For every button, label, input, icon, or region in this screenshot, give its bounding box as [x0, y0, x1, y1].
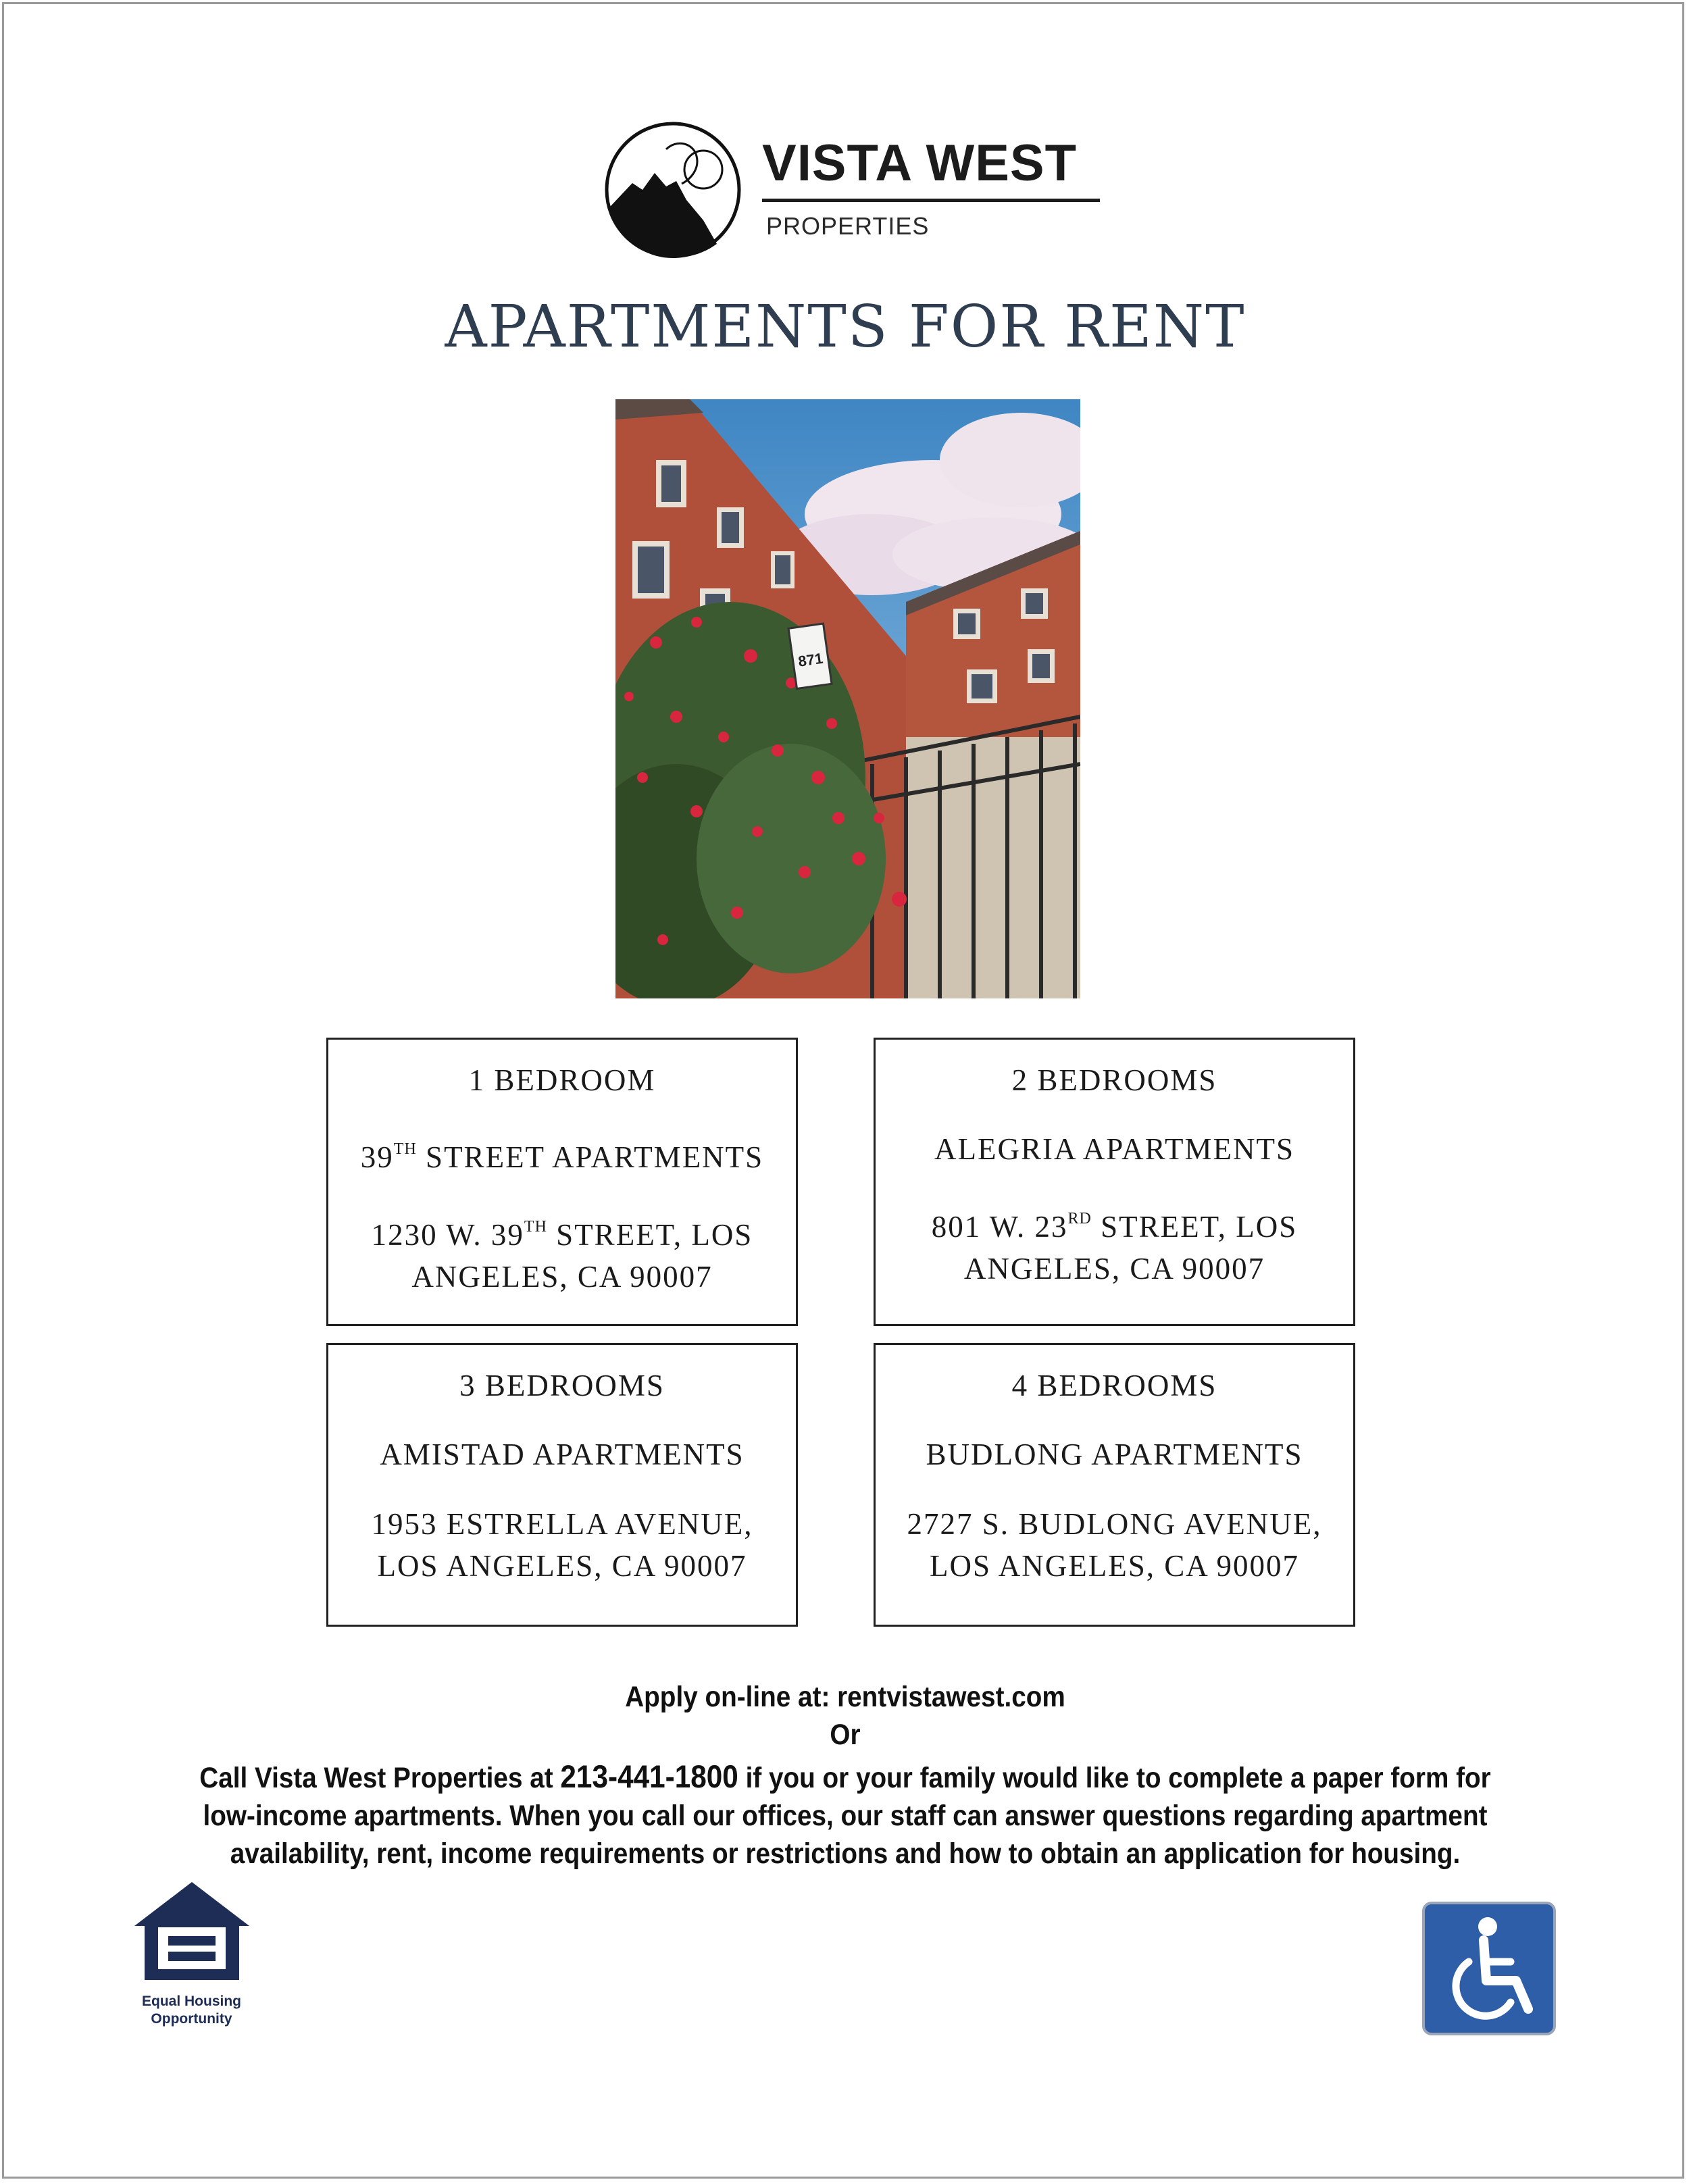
equal-housing-badge	[126, 1879, 257, 2034]
contact-info	[180, 1678, 1511, 1873]
listing-card-3-bedrooms	[326, 1343, 798, 1627]
apply-online-text: Apply on-line at: rentvistawest.com	[625, 1681, 1065, 1713]
listing-address: 801 W. 23RD STREET, LOS ANGELES, CA 90007	[931, 1210, 1298, 1286]
wheelchair-accessible-icon	[1421, 1901, 1557, 2036]
listing-address: 1953 ESTRELLA AVENUE, LOS ANGELES, CA 90007	[371, 1507, 753, 1583]
listing-name: ALEGRIA APARTMENTS	[934, 1132, 1294, 1166]
listing-card-1-bedroom	[326, 1038, 798, 1326]
equal-housing-icon	[131, 1879, 253, 1987]
listing-name: 39TH STREET APARTMENTS	[360, 1140, 764, 1174]
or-text: Or	[830, 1719, 861, 1751]
listing-bedrooms: 1 BEDROOM	[468, 1063, 656, 1097]
call-instructions: Call Vista West Properties at 213-441-1800 if you or your family would like to complete a paper form for low-income apartments. When you call our offices, our staff can answer questions regarding apartment availability, rent, income requirements or restrictions and how to obtain an application for housing.	[199, 1758, 1491, 1870]
phone-number: 213-441-1800	[560, 1758, 738, 1794]
listing-name: BUDLONG APARTMENTS	[926, 1438, 1303, 1471]
building-photo	[615, 399, 1080, 998]
listing-bedrooms: 3 BEDROOMS	[459, 1369, 665, 1402]
logo-subtitle: PROPERTIES	[766, 212, 930, 240]
listing-card-2-bedrooms	[874, 1038, 1355, 1326]
listing-bedrooms: 2 BEDROOMS	[1011, 1063, 1217, 1097]
flyer-page	[2, 2, 1684, 2179]
company-logo	[602, 119, 1109, 261]
building-illustration	[615, 399, 1080, 998]
listing-bedrooms: 4 BEDROOMS	[1011, 1369, 1217, 1402]
listing-address: 2727 S. BUDLONG AVENUE, LOS ANGELES, CA 90007	[907, 1507, 1322, 1583]
address-sign: 871	[797, 649, 824, 670]
logo-rule	[762, 199, 1100, 202]
mountain-logo-icon	[602, 119, 744, 261]
equal-housing-label: Equal Housing Opportunity	[142, 1993, 241, 2027]
logo-name: VISTA WEST	[762, 134, 1077, 192]
listing-card-4-bedrooms	[874, 1343, 1355, 1627]
listing-address: 1230 W. 39TH STREET, LOS ANGELES, CA 90007	[371, 1218, 753, 1294]
listing-name: AMISTAD APARTMENTS	[380, 1438, 745, 1471]
page-title: APARTMENTS FOR RENT	[445, 293, 1246, 361]
